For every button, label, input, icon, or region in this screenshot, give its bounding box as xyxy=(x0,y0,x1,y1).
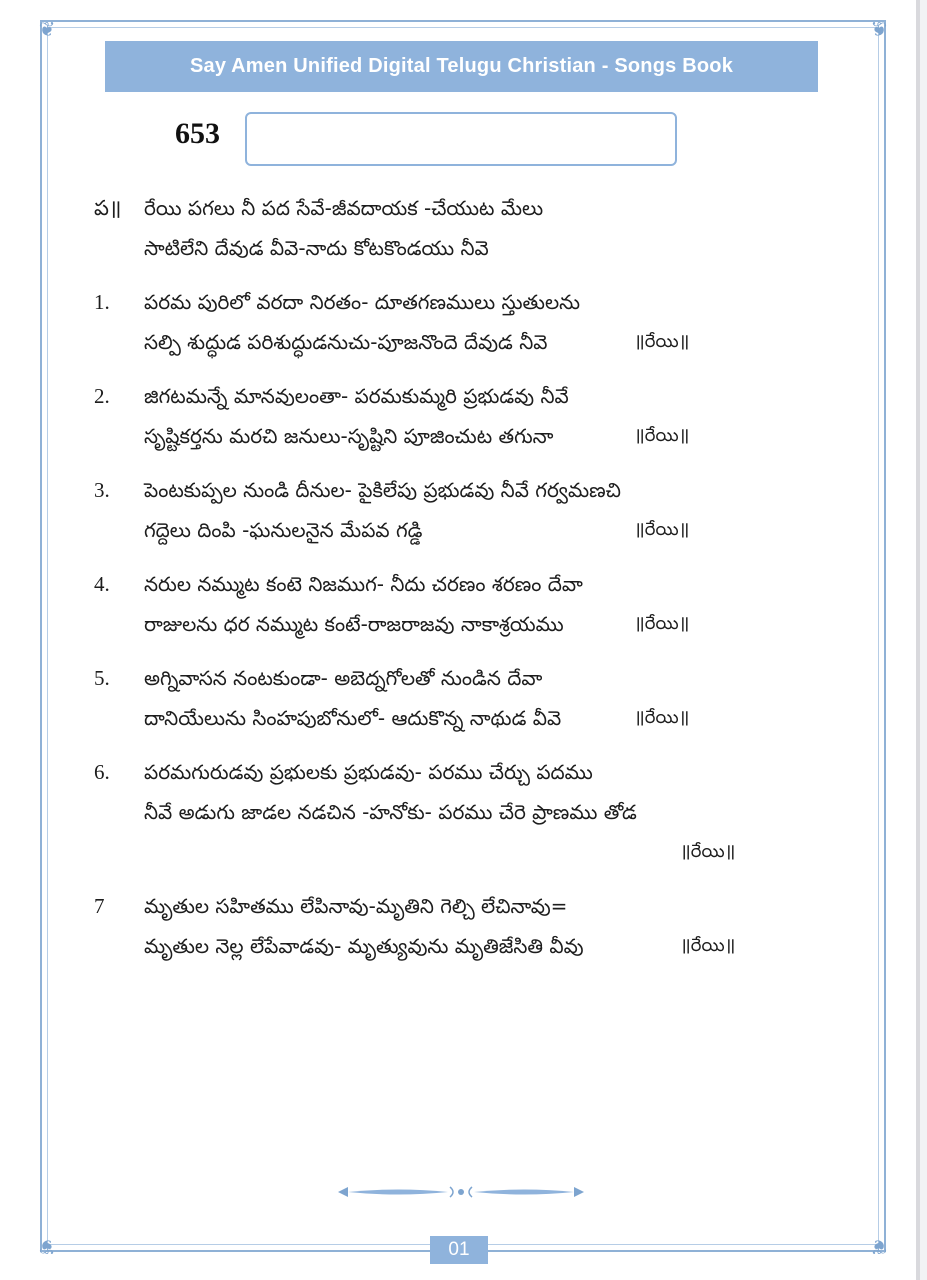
lyric-text: గద్దెలు దింపి -ఘనులనైన మేపవ గడ్డి xyxy=(144,518,423,542)
book-title: Say Amen Unified Digital Telugu Christian - Songs Book xyxy=(189,55,734,77)
stanza-label: 6. xyxy=(94,760,110,784)
lyric-text: సల్పి శుద్ధుడ పరిశుద్ధుడనుచు-పూజనొందె దేవుడ నీవె xyxy=(144,330,548,354)
lyric-text: అగ్నివాసన నంటకుండా- అబెద్నగోలతో నుండిన దేవా xyxy=(144,666,543,690)
stanza xyxy=(94,188,774,268)
refrain-mark: ॥రేయి॥ xyxy=(634,707,690,728)
lyric-text: పరమగురుడవు ప్రభులకు ప్రభుడవు- పరము చేర్చు పదము xyxy=(144,760,593,784)
stanza xyxy=(94,752,774,872)
lyric-text: సృష్టికర్తను మరచి జనులు-సృష్టిని పూజించుట తగునా xyxy=(144,424,554,448)
lyric-line xyxy=(94,604,774,644)
lyrics xyxy=(94,188,774,980)
lyric-text: సాటిలేని దేవుడ వీవె-నాదు కోటకొండయు నీవె xyxy=(144,236,489,260)
stanza xyxy=(94,376,774,456)
refrain-mark: ॥రేయి॥ xyxy=(634,613,690,634)
lyric-line xyxy=(94,376,774,416)
page-number: 01 xyxy=(448,1239,470,1260)
refrain-mark: ॥రేయి॥ xyxy=(634,425,690,446)
lyric-line xyxy=(94,470,774,510)
lyric-text: మృతుల నెల్ల లేపేవాడవు- మృత్యువును మృతిజేసితి వీవు xyxy=(144,934,584,958)
corner-ornament-icon: ❦ xyxy=(38,1235,56,1259)
stanza-label: 3. xyxy=(94,478,110,502)
lyric-line xyxy=(94,752,774,792)
lyric-line xyxy=(94,416,774,456)
divider-ornament-icon xyxy=(338,1183,584,1201)
lyric-text: నీవే అడుగు జాడల నడచిన -హనోకు- పరము చేరె ప్రాణము తోడ xyxy=(144,800,637,824)
stanza-label: 4. xyxy=(94,572,110,596)
lyric-text: మృతుల సహితము లేపినావు-మృతిని గెల్చి లేచినావు= xyxy=(144,894,568,918)
page-number-badge xyxy=(430,1236,488,1264)
refrain-mark: ॥రేయి॥ xyxy=(634,519,690,540)
lyric-line xyxy=(94,228,774,268)
stanza-label: 1. xyxy=(94,290,110,314)
refrain-mark: ॥రేయి॥ xyxy=(680,935,736,956)
lyric-line xyxy=(94,510,774,550)
lyric-text: నరుల నమ్ముట కంటె నిజముగ- నీదు చరణం శరణం దేవా xyxy=(144,572,583,596)
lyric-line xyxy=(94,188,774,228)
page-edge xyxy=(916,0,920,1280)
song-number: 653 xyxy=(175,117,220,150)
corner-ornament-icon: ❦ xyxy=(870,1235,888,1259)
lyric-line xyxy=(94,564,774,604)
lyric-line xyxy=(94,926,774,966)
refrain-mark: ॥రేయి॥ xyxy=(680,841,736,862)
corner-ornament-icon: ❦ xyxy=(38,17,56,41)
stanza-label: 5. xyxy=(94,666,110,690)
lyric-text: పరమ పురిలో వరదా నిరతం- దూతగణములు స్తుతులను xyxy=(144,290,581,314)
stanza-label: 7 xyxy=(94,894,105,918)
stanza xyxy=(94,564,774,644)
header-banner xyxy=(105,41,818,92)
lyric-line xyxy=(94,698,774,738)
lyric-text: రేయి పగలు నీ పద సేవే-జీవదాయక -చేయుట మేలు xyxy=(144,196,544,220)
lyric-line xyxy=(94,658,774,698)
lyric-text: పెంటకుప్పల నుండి దీనుల- పైకిలేపు ప్రభుడవు నీవే గర్వమణచి xyxy=(144,478,621,502)
stanza-label: ప॥ xyxy=(94,196,122,220)
lyric-text: దానియేలును సింహపుబోనులో- ఆదుకొన్న నాథుడ వీవె xyxy=(144,706,562,730)
stanza-label: 2. xyxy=(94,384,110,408)
lyric-line xyxy=(94,832,774,872)
lyric-line xyxy=(94,886,774,926)
stanza xyxy=(94,470,774,550)
lyric-line xyxy=(94,282,774,322)
lyric-line xyxy=(94,792,774,832)
stanza xyxy=(94,658,774,738)
stanza xyxy=(94,282,774,362)
lyric-line xyxy=(94,322,774,362)
lyric-text: జిగటమన్నే మానవులంతా- పరమకుమ్మరి ప్రభుడవు నీవే xyxy=(144,384,569,408)
stanza xyxy=(94,886,774,966)
refrain-mark: ॥రేయి॥ xyxy=(634,331,690,352)
corner-ornament-icon: ❦ xyxy=(870,17,888,41)
song-title-box xyxy=(245,112,677,166)
lyric-text: రాజులను ధర నమ్ముట కంటే-రాజరాజవు నాకాశ్రయము xyxy=(144,612,564,636)
